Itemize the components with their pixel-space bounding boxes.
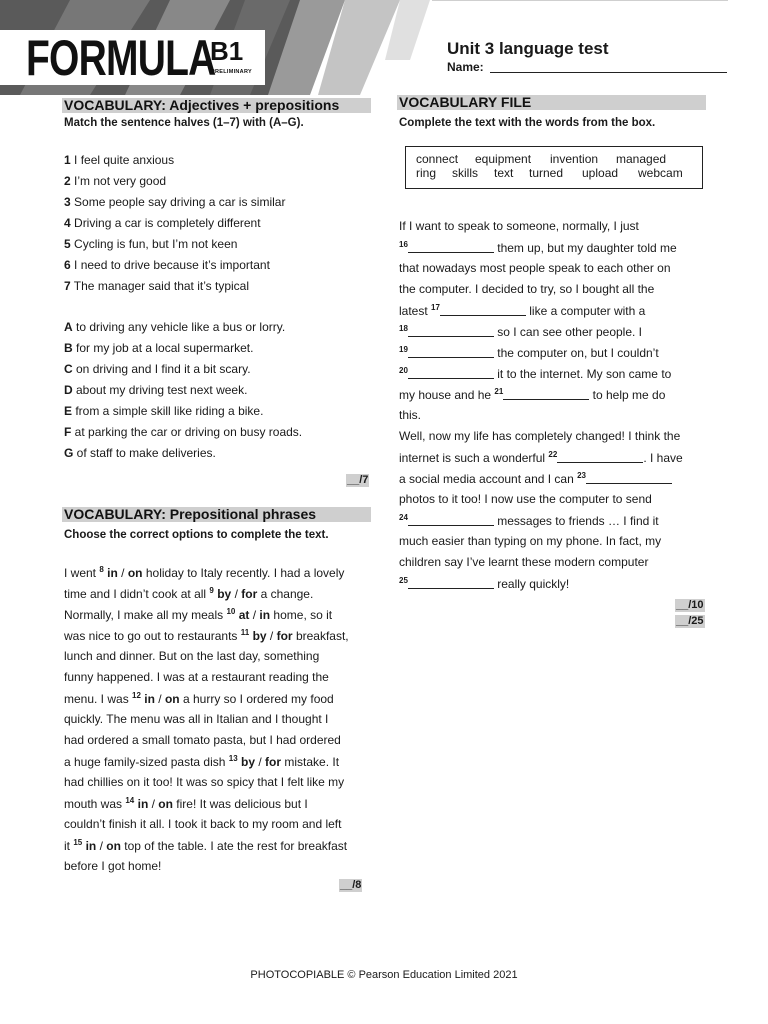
score-total[interactable]: __/25 [676,615,704,627]
blank-16[interactable] [408,242,494,253]
sentence-item [64,258,270,272]
ending-text: about my driving test next week. [72,383,248,397]
word-item: invention [550,152,599,166]
blank-19[interactable] [408,347,494,358]
instruction-vocab-file: Complete the text with the words from the box. [399,117,656,129]
option-by[interactable]: by [252,629,267,643]
blank-23[interactable] [586,473,672,484]
ending-key: E [64,404,73,418]
section-heading-vocab-file: VOCABULARY FILE [397,95,706,110]
ending-text: from a simple skill like riding a bike. [72,404,264,418]
word-item: upload [582,166,619,180]
word-item: equipment [475,152,532,166]
ending-key: C [64,362,73,376]
word-box [405,146,703,189]
sentence-item [64,174,166,188]
instruction-adjectives: Match the sentence halves (1–7) with (A–G). [64,117,304,129]
ending-key: D [64,383,73,397]
sentence-key: 7 [64,279,71,293]
ending-item [64,362,251,376]
ending-item [64,383,247,397]
name-label: Name: [447,60,484,74]
sentence-text: Cycling is fun, but I’m not keen [70,237,238,251]
logo-level-sub: PRELIMINARY [211,69,252,75]
option-in[interactable]: in [137,797,149,811]
word-item: ring [416,166,437,180]
top-rule [432,0,728,2]
ending-key: A [64,320,73,334]
sentence-key: 6 [64,258,71,272]
name-field[interactable] [490,72,727,73]
sentence-key: 4 [64,216,71,230]
sentence-item [64,216,261,230]
blank-25[interactable] [408,578,494,589]
sentence-text: Driving a car is completely different [70,216,261,230]
section-heading-adjectives: VOCABULARY: Adjectives + prepositions [62,98,371,113]
blank-18[interactable] [408,326,494,337]
instruction-prepositional: Choose the correct options to complete the text. [64,529,329,541]
blank-24[interactable] [408,515,494,526]
option-in[interactable]: in [144,692,155,706]
option-in[interactable]: in [85,839,97,853]
option-by[interactable]: by [241,755,256,769]
ending-key: F [64,425,72,439]
ending-key: G [64,446,74,460]
ending-text: of staff to make deliveries. [73,446,216,460]
word-item: webcam [638,166,683,180]
option-for[interactable]: for [265,755,282,769]
sentence-item [64,153,174,167]
option-in[interactable]: in [107,566,118,580]
blank-20[interactable] [408,368,494,379]
sentence-text: The manager said that it’s typical [70,279,250,293]
option-on[interactable]: on [158,797,173,811]
option-in[interactable]: in [259,608,271,622]
footer-copyright: PHOTOCOPIABLE © Pearson Education Limited 2021 [250,969,518,981]
ending-text: for my job at a local supermarket. [72,341,254,355]
sentence-item [64,195,285,209]
ending-key: B [64,341,73,355]
page-title: Unit 3 language test [447,39,609,58]
word-item: managed [616,152,667,166]
ending-item [64,320,285,334]
ending-item [64,425,302,439]
option-on[interactable]: on [127,566,143,580]
logo-formula: FORMULA [26,30,216,86]
option-at[interactable]: at [238,608,250,622]
option-by[interactable]: by [217,587,232,601]
word-item: skills [452,166,478,180]
sentence-text: I’m not very good [70,174,167,188]
blank-17[interactable] [440,305,526,316]
sentence-key: 3 [64,195,71,209]
ending-item [64,341,253,355]
sentence-key: 5 [64,237,71,251]
score-section2[interactable]: __/8 [340,879,362,891]
word-item: connect [416,152,459,166]
sentence-key: 2 [64,174,71,188]
ending-item [64,446,216,460]
ending-text: at parking the car or driving on busy roads. [71,425,303,439]
option-for[interactable]: for [276,629,293,643]
sentence-item [64,237,237,251]
ending-item [64,404,263,418]
sentence-item [64,279,249,293]
word-item: text [494,166,514,180]
blank-22[interactable] [557,452,643,463]
ending-text: on driving and I find it a bit scary. [72,362,251,376]
ending-text: to driving any vehicle like a bus or lorry. [72,320,286,334]
word-item: turned [529,166,564,180]
option-on[interactable]: on [106,839,121,853]
score-section3[interactable]: __/10 [676,599,704,611]
blank-21[interactable] [503,389,589,400]
section-heading-prepositional: VOCABULARY: Prepositional phrases [62,507,371,522]
sentence-key: 1 [64,153,71,167]
sentence-text: Some people say driving a car is similar [70,195,286,209]
logo-level: B1 [210,36,244,66]
sentence-text: I need to drive because it’s important [70,258,270,272]
option-for[interactable]: for [241,587,258,601]
option-on[interactable]: on [164,692,180,706]
sentence-text: I feel quite anxious [70,153,175,167]
score-section1[interactable]: __/7 [347,474,369,486]
